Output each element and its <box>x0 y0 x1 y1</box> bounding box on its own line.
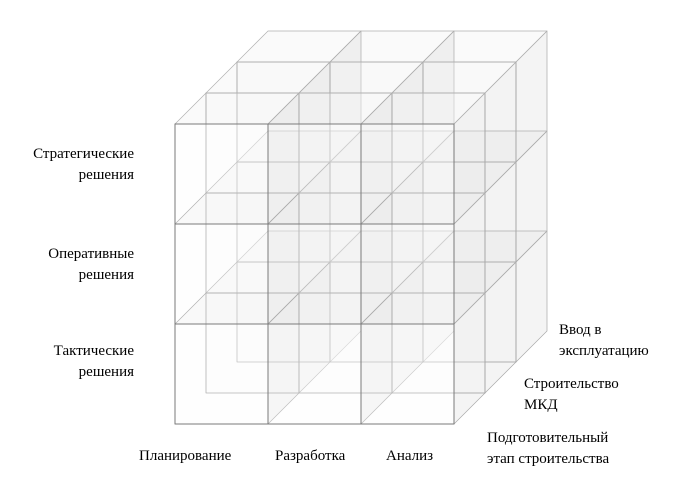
cell-front-r2-c1-l0 <box>268 324 361 424</box>
cube-grid <box>175 31 547 424</box>
row-label-operational: Оперативные решения <box>48 246 134 283</box>
depth-label-construction: Строительство МКД <box>524 376 619 413</box>
row-label-tactical: Тактические решения <box>53 343 134 380</box>
depth-label-preparatory: Подготовительный этап строительства <box>487 430 610 467</box>
column-label-analysis: Анализ <box>386 448 434 464</box>
column-label-development: Разработка <box>275 448 346 464</box>
cell-front-r2-c0-l0 <box>175 324 268 424</box>
column-label-planning: Планирование <box>139 448 232 464</box>
depth-label-commissioning: Ввод в эксплуатацию <box>559 322 649 359</box>
cell-front-r2-c2-l0 <box>361 324 454 424</box>
row-label-strategic: Стратегические решения <box>33 146 134 183</box>
